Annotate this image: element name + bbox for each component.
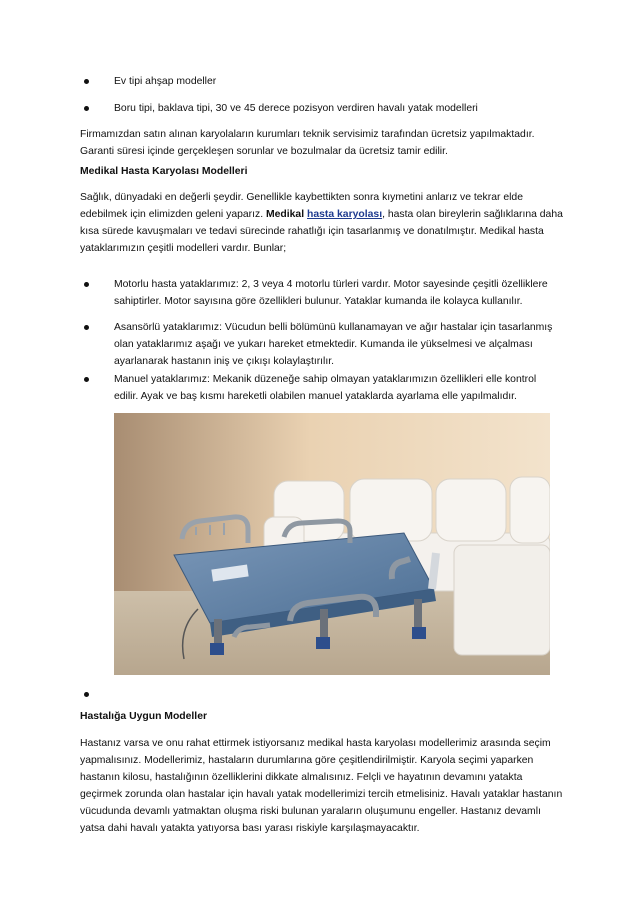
list-item-text: Asansörlü yataklarımız: Vücudun belli bölümünü kullanamayan ve ağır hastalar için tasarlanmış olan yataklarımız aşağı ve yukarı hareket etmektedir. Kumanda ile yükselmesi ve alçalması ayarlanarak hastanın iniş ve çıkışı kolaylaştırılır. <box>114 322 553 367</box>
paragraph-text: , hasta olan bireylerin sağlıklarına daha kısa sürede kavuşmaları ve tedavi sürecinde rahatlığı için tasarlanmış ve donatılmıştır. Medikal hasta yataklarımızın çeşitli modelleri vardır. Bunlar; <box>80 209 563 254</box>
list-item <box>84 73 554 90</box>
bold-text: Medikal <box>265 209 305 220</box>
bullet-icon <box>84 79 89 84</box>
list-item <box>84 371 554 406</box>
section-paragraph <box>80 189 564 257</box>
section-paragraph: Hastanız varsa ve onu rahat ettirmek istiyorsanız medikal hasta karyolası modellerimiz arasında seçim yapmalısınız. Modellerimiz, hastaların durumlarına göre çeşitlendirilmiştir. Karyola seçimi yaparken hastanın kilosu, hastalığının özelliklerini dikkate almalısınız. Felçli ve hayatının devamını yatakta geçirmek zorunda olan hastalar için havalı yatak modellerimizi tercih etmelisiniz. Havalı yataklar hastanın vücudunda devamlı yatmaktan oluşma riski bulunan yaraların oluşumunu engeller. Hastanız devamlı yatsa dahi havalı yatakta yatıyorsa bası yarası riskiyle karşılaşmayacaktır. <box>80 738 563 834</box>
list-item-text: Motorlu hasta yataklarımız: 2, 3 veya 4 motorlu türleri vardır. Motor sayesinde çeşitli özelliklere sahiptirler. Motor sayısına göre özellikleri bulunur. Yataklar kumanda ile kolayca kullanılır. <box>114 279 548 307</box>
intro-paragraph: Firmamızdan satın alınan karyolaların kurumları teknik servisimiz tarafından ücretsiz yapılmaktadır. Garanti süresi içinde gerçekleşen sorunlar ve bozulmalar da ücretsiz tamir edilir. <box>80 129 535 157</box>
bullet-icon <box>84 377 89 382</box>
bullet-icon <box>84 282 89 287</box>
list-item-text: Manuel yataklarımız: Mekanik düzeneğe sahip olmayan yataklarımızın özellikleri elle kontrol edilir. Ayak ve baş kısmı hareketli olabilen manuel yataklarda ayarlama elle yapılmalıdır. <box>114 374 537 402</box>
bullet-icon <box>84 692 89 697</box>
paragraph-text: Sağlık, dünyadaki en değerli şeydir. Genellikle kaybettikten sonra kıymetini anlarız ve tekrar elde edebilmek için elimizden geleni yaparız. <box>80 192 523 220</box>
list-item <box>84 100 554 117</box>
bullet-icon <box>84 106 89 111</box>
section-heading: Hastalığa Uygun Modeller <box>80 711 208 722</box>
list-item-text: Ev tipi ahşap modeller <box>114 76 217 87</box>
list-item <box>84 686 554 703</box>
bullet-icon <box>84 325 89 330</box>
section-heading: Medikal Hasta Karyolası Modelleri <box>80 166 248 177</box>
hospital-bed-photo <box>114 413 550 675</box>
list-item-text: Boru tipi, baklava tipi, 30 ve 45 derece pozisyon verdiren havalı yatak modelleri <box>114 103 478 114</box>
hasta-karyolasi-link[interactable]: hasta karyolası <box>307 209 383 220</box>
list-item <box>84 319 554 371</box>
